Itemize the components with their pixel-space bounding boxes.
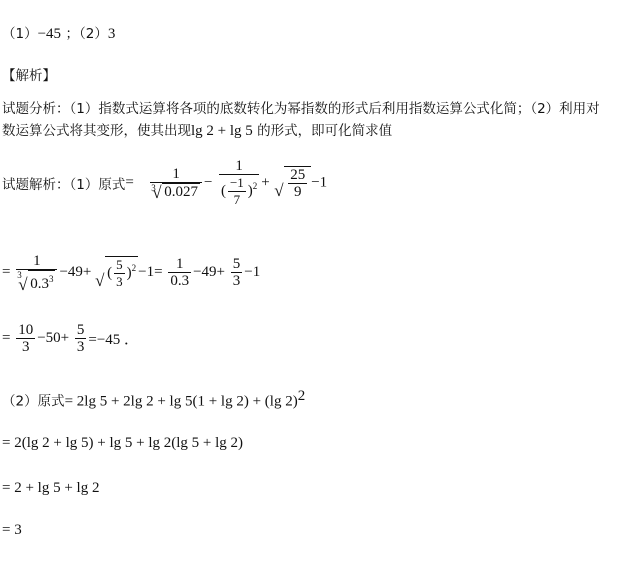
equals-sign: = bbox=[125, 174, 134, 191]
analysis-heading: 【解析】 bbox=[2, 68, 56, 84]
answer-part1-label: （1） bbox=[2, 26, 38, 42]
fraction-one-over-power: 1 ( $\frac{-1}{7}$ )$^2$ bbox=[220, 158, 258, 207]
analysis-line-2-b: 的形式，即可化简求值 bbox=[252, 123, 393, 139]
analysis-line-2-a: 数运算公式将其变形，使其出现 bbox=[2, 123, 191, 139]
inner-denominator: 7 bbox=[233, 192, 241, 207]
expression-part: −50+ bbox=[37, 330, 70, 346]
fraction bbox=[75, 322, 87, 355]
solution-part2-line-3: = 2 + lg 5 + lg 2 bbox=[2, 480, 100, 496]
sqrt-fraction bbox=[114, 257, 125, 290]
radicand-base: 0.3 bbox=[30, 276, 49, 292]
part2-exponent: 2 bbox=[297, 388, 306, 404]
fraction-numerator: 1 bbox=[168, 256, 191, 273]
square-root bbox=[274, 166, 311, 200]
fraction-numerator: 10 bbox=[18, 322, 34, 338]
plus-sign: + bbox=[261, 174, 270, 191]
fraction-denominator: 0.3 bbox=[170, 273, 190, 289]
answer-line bbox=[2, 22, 115, 43]
solution-part2-line-2: = 2(lg 2 + lg 5) + lg 5 + lg 2(lg 5 + lg 2) bbox=[2, 435, 244, 451]
root-index: √ 3 bbox=[151, 183, 156, 194]
solution-part2-line-1 bbox=[2, 388, 305, 411]
analysis-line-2 bbox=[2, 119, 392, 140]
solution-part2-line-4: = 3 bbox=[2, 522, 22, 538]
sqrt-numerator: √ 25 bbox=[290, 167, 306, 183]
expression-part: −49+ bbox=[59, 264, 92, 280]
inner-numerator: −1 bbox=[229, 175, 244, 190]
solution-label: 试题解析：（1）原式 bbox=[2, 177, 126, 193]
sqrt-denominator: 3 bbox=[116, 273, 123, 289]
answer-part2-label: （2） bbox=[79, 26, 108, 42]
fraction-numerator: 5 bbox=[76, 322, 85, 338]
root-index: √ 3 bbox=[17, 270, 22, 280]
fraction bbox=[231, 256, 243, 289]
sqrt-fraction bbox=[288, 167, 307, 200]
exponent: 2 bbox=[252, 180, 258, 191]
fraction-one-over-cuberoot bbox=[150, 166, 202, 200]
sqrt-numerator: 5 bbox=[116, 256, 123, 272]
fraction-numerator: 1 bbox=[219, 158, 259, 175]
part2-expression-1: = 2lg 5 + 2lg 2 + lg 5(1 + lg 2) + (lg 2) bbox=[64, 393, 298, 410]
cube-root bbox=[18, 270, 55, 292]
analysis-expression: lg 2 + lg 5 bbox=[191, 123, 253, 139]
answer-part1-value: −45 bbox=[37, 26, 62, 42]
expression-part: =−45 ． bbox=[88, 332, 140, 348]
fraction-denominator: 3 bbox=[232, 273, 241, 289]
fraction-denominator: 3 bbox=[76, 339, 85, 355]
radicand: 0.027 bbox=[164, 184, 199, 201]
solution-line-1 bbox=[2, 158, 327, 208]
analysis-line-1: 试题分析：（1）指数式运算将各项的底数转化为幂指数的形式后利用指数运算公式化简；（2）利用对 bbox=[2, 101, 600, 117]
answer-part2-value: 3 bbox=[107, 26, 116, 42]
solution-line-3: = $\frac{10}{3}$ −50+ $\frac{5}{3}$ =−45 ． bbox=[2, 322, 140, 355]
fraction-numerator: 5 bbox=[232, 256, 241, 272]
fraction bbox=[16, 322, 35, 355]
cube-root bbox=[152, 183, 200, 200]
fraction-numerator: 1 bbox=[16, 253, 57, 270]
minus-one: −1 bbox=[311, 174, 328, 191]
fraction-numerator: 1 bbox=[150, 166, 202, 183]
fraction bbox=[168, 256, 191, 289]
exponent: 2 bbox=[131, 262, 137, 273]
square-root: √ ( $\frac{5}{3}$ )$^2$ bbox=[95, 256, 138, 290]
answer-separator: ； bbox=[65, 26, 80, 42]
fraction-denominator: 3 bbox=[21, 339, 30, 355]
part2-label: （2）原式 bbox=[2, 393, 65, 410]
minus-sign: − bbox=[204, 174, 213, 191]
expression-part: −1 bbox=[244, 264, 261, 280]
expression-part: −49+ bbox=[193, 264, 225, 280]
expression-part: −1= bbox=[138, 264, 163, 280]
sqrt-denominator: 9 bbox=[293, 184, 302, 200]
solution-line-2: = 1 √ 3 $0.3^3$ −49+ √ ( $\frac{5}{3}$ )$^2$ −1= $\frac{1}{0.3}$ −49+ $\frac{5}{3}$ −1 bbox=[2, 253, 260, 292]
radicand-exponent: 3 bbox=[48, 274, 54, 284]
inner-fraction bbox=[228, 175, 246, 208]
fraction-one-over-cuberoot-cube bbox=[16, 253, 57, 292]
